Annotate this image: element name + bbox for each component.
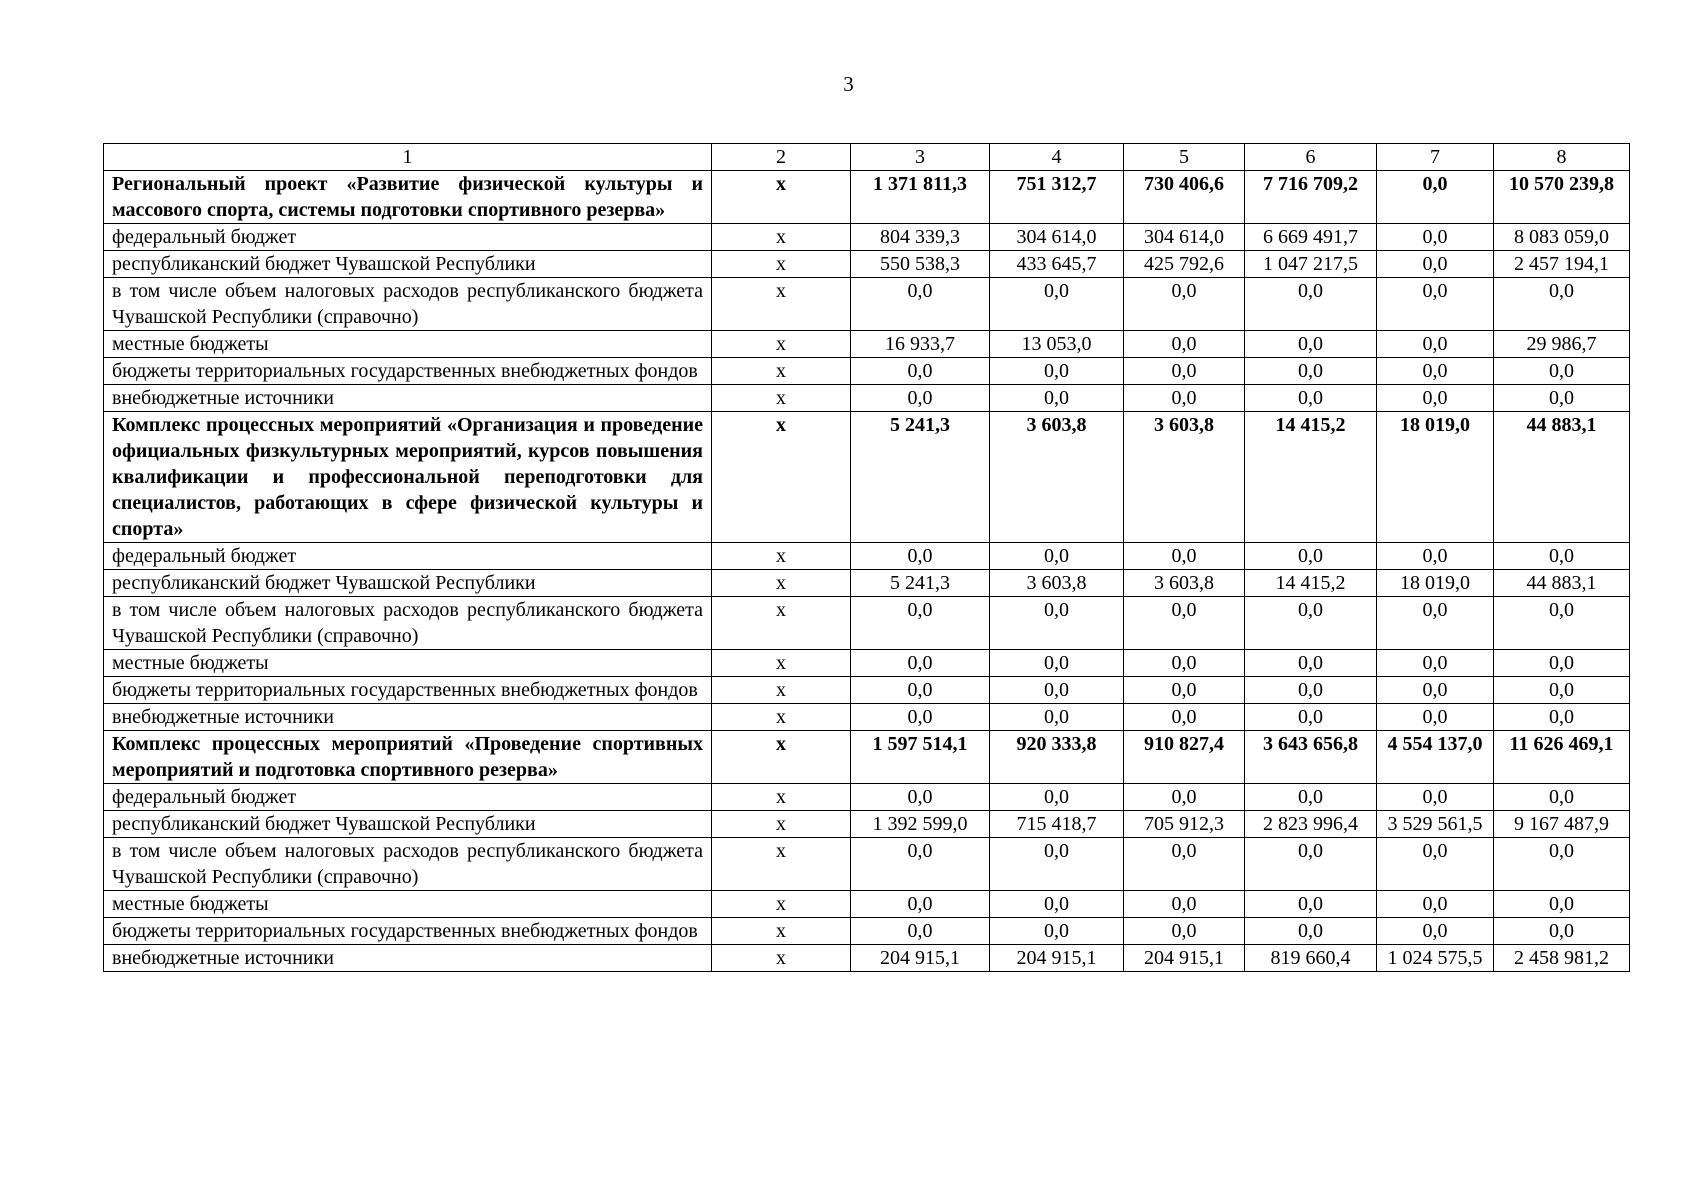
column-header: 2 (712, 144, 851, 171)
row-name-cell: местные бюджеты (104, 331, 712, 358)
value-cell: 2 458 981,2 (1494, 945, 1630, 972)
table-row (104, 838, 1630, 891)
value-cell: 0,0 (1377, 278, 1494, 331)
value-cell: 0,0 (1245, 704, 1377, 731)
column-header: 3 (851, 144, 990, 171)
row-name-cell: республиканский бюджет Чувашской Республики (104, 570, 712, 597)
value-cell: 0,0 (1377, 650, 1494, 677)
value-cell: 0,0 (1494, 891, 1630, 918)
value-cell: 0,0 (1377, 358, 1494, 385)
value-cell: 304 614,0 (990, 224, 1124, 251)
row-name-cell: бюджеты территориальных государственных внебюджетных фондов (104, 358, 712, 385)
value-cell: 0,0 (1124, 650, 1245, 677)
table-row (104, 650, 1630, 677)
column-header: 1 (104, 144, 712, 171)
value-cell: 0,0 (1245, 597, 1377, 650)
value-cell: 13 053,0 (990, 331, 1124, 358)
row-name-cell: местные бюджеты (104, 650, 712, 677)
value-cell: 0,0 (1124, 331, 1245, 358)
value-cell: 0,0 (1245, 385, 1377, 412)
row-mark-cell: х (712, 704, 851, 731)
value-cell: 0,0 (1124, 891, 1245, 918)
value-cell: 3 643 656,8 (1245, 731, 1377, 784)
table-row (104, 385, 1630, 412)
row-mark-cell: х (712, 597, 851, 650)
value-cell: 0,0 (1245, 331, 1377, 358)
row-name-cell: федеральный бюджет (104, 784, 712, 811)
row-mark-cell: х (712, 331, 851, 358)
value-cell: 0,0 (1245, 784, 1377, 811)
value-cell: 0,0 (1124, 704, 1245, 731)
value-cell: 0,0 (1494, 918, 1630, 945)
value-cell: 6 669 491,7 (1245, 224, 1377, 251)
budget-table (103, 143, 1630, 972)
value-cell: 0,0 (1377, 331, 1494, 358)
value-cell: 16 933,7 (851, 331, 990, 358)
row-mark-cell: х (712, 650, 851, 677)
table-row (104, 251, 1630, 278)
value-cell: 550 538,3 (851, 251, 990, 278)
value-cell: 5 241,3 (851, 412, 990, 543)
table-row (104, 597, 1630, 650)
row-name-cell: внебюджетные источники (104, 704, 712, 731)
value-cell: 1 024 575,5 (1377, 945, 1494, 972)
value-cell: 0,0 (1494, 278, 1630, 331)
value-cell: 705 912,3 (1124, 811, 1245, 838)
table-row (104, 945, 1630, 972)
value-cell: 0,0 (851, 543, 990, 570)
value-cell: 0,0 (1245, 677, 1377, 704)
row-name-cell: Комплекс процессных мероприятий «Проведение спортивных мероприятий и подготовка спортивного резерва» (104, 731, 712, 784)
section-total-row (104, 731, 1630, 784)
row-name-cell: федеральный бюджет (104, 224, 712, 251)
row-name-cell: республиканский бюджет Чувашской Республики (104, 811, 712, 838)
page-number: 3 (843, 72, 854, 96)
value-cell: 0,0 (1494, 597, 1630, 650)
value-cell: 0,0 (851, 597, 990, 650)
value-cell: 0,0 (1245, 358, 1377, 385)
value-cell: 910 827,4 (1124, 731, 1245, 784)
value-cell: 730 406,6 (1124, 171, 1245, 224)
value-cell: 0,0 (990, 385, 1124, 412)
value-cell: 0,0 (1494, 677, 1630, 704)
value-cell: 0,0 (851, 677, 990, 704)
column-header: 8 (1494, 144, 1630, 171)
value-cell: 920 333,8 (990, 731, 1124, 784)
value-cell: 14 415,2 (1245, 412, 1377, 543)
value-cell: 0,0 (990, 677, 1124, 704)
table-row (104, 811, 1630, 838)
value-cell: 0,0 (1494, 650, 1630, 677)
row-mark-cell: х (712, 278, 851, 331)
value-cell: 0,0 (1124, 784, 1245, 811)
value-cell: 804 339,3 (851, 224, 990, 251)
row-name-cell: местные бюджеты (104, 891, 712, 918)
value-cell: 0,0 (990, 784, 1124, 811)
value-cell: 18 019,0 (1377, 570, 1494, 597)
value-cell: 0,0 (1377, 171, 1494, 224)
value-cell: 425 792,6 (1124, 251, 1245, 278)
row-name-cell: в том числе объем налоговых расходов республиканского бюджета Чувашской Республики (справочно) (104, 278, 712, 331)
column-header: 5 (1124, 144, 1245, 171)
row-mark-cell: х (712, 358, 851, 385)
value-cell: 204 915,1 (1124, 945, 1245, 972)
value-cell: 3 603,8 (990, 570, 1124, 597)
row-name-cell: бюджеты территориальных государственных внебюджетных фондов (104, 918, 712, 945)
row-mark-cell: х (712, 918, 851, 945)
value-cell: 0,0 (1377, 891, 1494, 918)
table-row (104, 358, 1630, 385)
value-cell: 0,0 (851, 704, 990, 731)
value-cell: 0,0 (851, 838, 990, 891)
row-name-cell: в том числе объем налоговых расходов республиканского бюджета Чувашской Республики (справочно) (104, 597, 712, 650)
value-cell: 0,0 (1124, 278, 1245, 331)
value-cell: 8 083 059,0 (1494, 224, 1630, 251)
table-row (104, 570, 1630, 597)
section-total-row (104, 412, 1630, 543)
value-cell: 0,0 (1494, 358, 1630, 385)
value-cell: 0,0 (1377, 918, 1494, 945)
value-cell: 0,0 (990, 358, 1124, 385)
value-cell: 4 554 137,0 (1377, 731, 1494, 784)
value-cell: 0,0 (1124, 358, 1245, 385)
value-cell: 0,0 (851, 278, 990, 331)
table-row (104, 224, 1630, 251)
table-row (104, 784, 1630, 811)
row-name-cell: Региональный проект «Развитие физической культуры и массового спорта, системы подготовки спортивного резерва» (104, 171, 712, 224)
value-cell: 0,0 (851, 358, 990, 385)
value-cell: 0,0 (851, 891, 990, 918)
value-cell: 751 312,7 (990, 171, 1124, 224)
value-cell: 3 603,8 (1124, 570, 1245, 597)
value-cell: 3 529 561,5 (1377, 811, 1494, 838)
value-cell: 0,0 (851, 918, 990, 945)
table-row (104, 543, 1630, 570)
value-cell: 2 457 194,1 (1494, 251, 1630, 278)
value-cell: 5 241,3 (851, 570, 990, 597)
table-row (104, 331, 1630, 358)
value-cell: 204 915,1 (851, 945, 990, 972)
value-cell: 0,0 (1245, 838, 1377, 891)
value-cell: 0,0 (851, 650, 990, 677)
value-cell: 0,0 (1245, 650, 1377, 677)
value-cell: 0,0 (1494, 704, 1630, 731)
value-cell: 0,0 (1494, 385, 1630, 412)
row-name-cell: внебюджетные источники (104, 385, 712, 412)
value-cell: 0,0 (1494, 543, 1630, 570)
value-cell: 14 415,2 (1245, 570, 1377, 597)
value-cell: 9 167 487,9 (1494, 811, 1630, 838)
value-cell: 0,0 (1124, 918, 1245, 945)
row-name-cell: внебюджетные источники (104, 945, 712, 972)
row-mark-cell: х (712, 412, 851, 543)
row-mark-cell: х (712, 677, 851, 704)
value-cell: 11 626 469,1 (1494, 731, 1630, 784)
row-name-cell: республиканский бюджет Чувашской Республики (104, 251, 712, 278)
value-cell: 2 823 996,4 (1245, 811, 1377, 838)
value-cell: 0,0 (990, 918, 1124, 945)
column-header: 7 (1377, 144, 1494, 171)
value-cell: 1 392 599,0 (851, 811, 990, 838)
value-cell: 0,0 (1245, 543, 1377, 570)
table-row (104, 704, 1630, 731)
value-cell: 18 019,0 (1377, 412, 1494, 543)
value-cell: 819 660,4 (1245, 945, 1377, 972)
column-header: 4 (990, 144, 1124, 171)
row-mark-cell: х (712, 891, 851, 918)
value-cell: 0,0 (1377, 677, 1494, 704)
value-cell: 0,0 (1124, 677, 1245, 704)
table-row (104, 677, 1630, 704)
value-cell: 29 986,7 (1494, 331, 1630, 358)
value-cell: 0,0 (1124, 597, 1245, 650)
value-cell: 0,0 (1377, 543, 1494, 570)
row-mark-cell: х (712, 224, 851, 251)
row-mark-cell: х (712, 784, 851, 811)
value-cell: 0,0 (1377, 838, 1494, 891)
row-name-cell: Комплекс процессных мероприятий «Организация и проведение официальных физкультурных мероприятий, курсов повышения квалификации и профессиональной переподготовки для специалистов, работающих в сфере физической культуры и спорта» (104, 412, 712, 543)
value-cell: 44 883,1 (1494, 570, 1630, 597)
value-cell: 304 614,0 (1124, 224, 1245, 251)
value-cell: 0,0 (1124, 385, 1245, 412)
value-cell: 10 570 239,8 (1494, 171, 1630, 224)
value-cell: 0,0 (1377, 385, 1494, 412)
row-mark-cell: х (712, 171, 851, 224)
value-cell: 0,0 (990, 650, 1124, 677)
row-mark-cell: х (712, 811, 851, 838)
table-row (104, 278, 1630, 331)
row-mark-cell: х (712, 731, 851, 784)
row-name-cell: федеральный бюджет (104, 543, 712, 570)
row-mark-cell: х (712, 570, 851, 597)
value-cell: 0,0 (990, 597, 1124, 650)
value-cell: 0,0 (1377, 224, 1494, 251)
value-cell: 0,0 (1124, 543, 1245, 570)
value-cell: 1 047 217,5 (1245, 251, 1377, 278)
header-row (104, 144, 1630, 171)
row-mark-cell: х (712, 838, 851, 891)
value-cell: 0,0 (990, 704, 1124, 731)
value-cell: 0,0 (1377, 704, 1494, 731)
value-cell: 0,0 (1245, 278, 1377, 331)
value-cell: 0,0 (1245, 918, 1377, 945)
row-mark-cell: х (712, 251, 851, 278)
value-cell: 0,0 (990, 543, 1124, 570)
value-cell: 0,0 (851, 784, 990, 811)
section-total-row (104, 171, 1630, 224)
value-cell: 44 883,1 (1494, 412, 1630, 543)
value-cell: 7 716 709,2 (1245, 171, 1377, 224)
value-cell: 1 371 811,3 (851, 171, 990, 224)
table-row (104, 891, 1630, 918)
value-cell: 1 597 514,1 (851, 731, 990, 784)
value-cell: 0,0 (1494, 838, 1630, 891)
value-cell: 3 603,8 (990, 412, 1124, 543)
value-cell: 0,0 (1494, 784, 1630, 811)
value-cell: 0,0 (990, 891, 1124, 918)
value-cell: 0,0 (851, 385, 990, 412)
value-cell: 0,0 (1377, 597, 1494, 650)
row-mark-cell: х (712, 385, 851, 412)
value-cell: 0,0 (990, 278, 1124, 331)
value-cell: 0,0 (1377, 784, 1494, 811)
value-cell: 0,0 (990, 838, 1124, 891)
value-cell: 0,0 (1245, 891, 1377, 918)
row-name-cell: в том числе объем налоговых расходов республиканского бюджета Чувашской Республики (справочно) (104, 838, 712, 891)
column-header: 6 (1245, 144, 1377, 171)
row-name-cell: бюджеты территориальных государственных внебюджетных фондов (104, 677, 712, 704)
value-cell: 0,0 (1124, 838, 1245, 891)
value-cell: 433 645,7 (990, 251, 1124, 278)
table-body (104, 171, 1630, 972)
value-cell: 204 915,1 (990, 945, 1124, 972)
row-mark-cell: х (712, 945, 851, 972)
row-mark-cell: х (712, 543, 851, 570)
value-cell: 3 603,8 (1124, 412, 1245, 543)
value-cell: 715 418,7 (990, 811, 1124, 838)
value-cell: 0,0 (1377, 251, 1494, 278)
table-row (104, 918, 1630, 945)
